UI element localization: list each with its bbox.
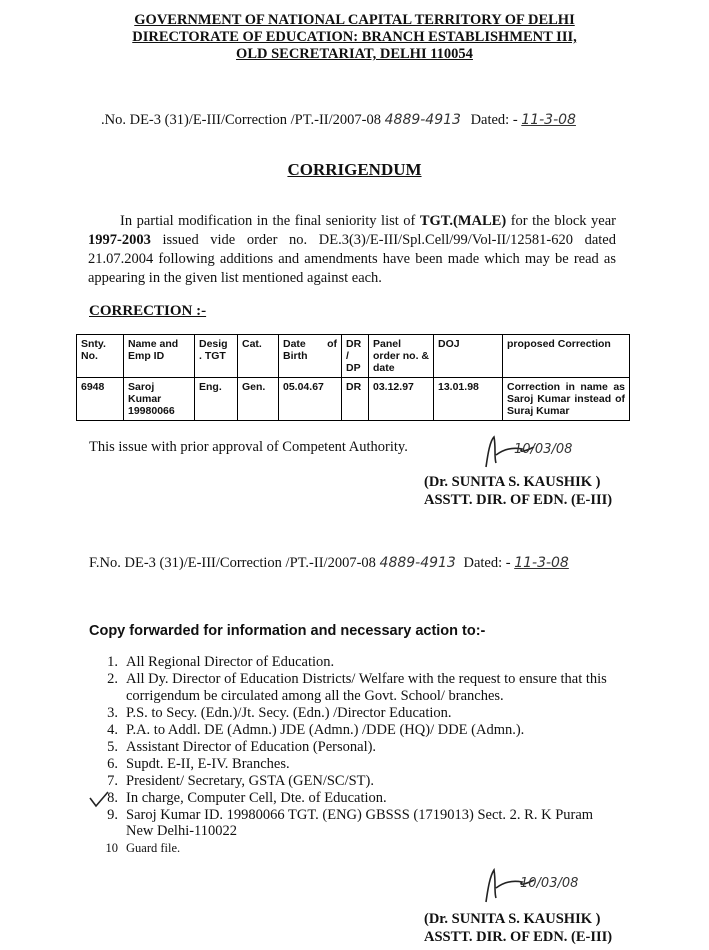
header-proposed: proposed Correction: [503, 335, 630, 378]
header-name: Name and Emp ID: [124, 335, 195, 378]
cell-proposed: Correction in name as Saroj Kumar instead of Suraj Kumar: [503, 378, 630, 421]
approval-note: This issue with prior approval of Competent Authority.: [89, 439, 408, 455]
document-title: CORRIGENDUM: [287, 160, 422, 179]
signatory-1: [424, 473, 612, 509]
signatory-designation-1: ASSTT. DIR. OF EDN. (E-III): [424, 492, 613, 508]
table-row: [77, 378, 630, 421]
header-drdp: DR / DP: [342, 335, 369, 378]
signature-date-2: 10/03/08: [520, 876, 579, 891]
signatory-2: [424, 910, 612, 946]
signatory-designation-2: ASSTT. DIR. OF EDN. (E-III): [424, 929, 613, 945]
cell-desig: Eng.: [195, 378, 238, 421]
post-name: TGT.(MALE): [419, 213, 507, 229]
signatory-name-2: (Dr. SUNITA S. KAUSHIK ): [424, 911, 601, 927]
header-snty: Snty. No.: [77, 335, 124, 378]
header-doj: DOJ: [434, 335, 503, 378]
handwritten-dispatch-number-2: 4889-4913: [379, 555, 456, 571]
handwritten-date: 11-3-08: [521, 112, 576, 128]
signatory-name-1: (Dr. SUNITA S. KAUSHIK ): [424, 474, 601, 490]
recipient-list: [96, 654, 616, 857]
letterhead-line-1: GOVERNMENT OF NATIONAL CAPITAL TERRITORY OF DELHI: [134, 12, 575, 28]
letterhead-line-3: OLD SECRETARIAT, DELHI 110054: [236, 46, 473, 62]
reference-line-2: [89, 555, 569, 572]
cell-dob: 05.04.67: [279, 378, 342, 421]
block-year: 1997-2003: [88, 232, 151, 248]
para-text-3: issued vide order no. DE.3(3)/E-III/Spl.Cell/99/Vol-II/12581-620 dated 21.07.2004 following additions and amendments have been made which may be read as appearing in the given list mentioned against each.: [88, 232, 616, 286]
dated-label-2: Dated: -: [463, 555, 511, 571]
list-item: 6. Supdt. E-II, E-IV. Branches.: [107, 755, 290, 772]
header-desig: Desig . TGT: [195, 335, 238, 378]
header-panel: Panel order no. & date: [369, 335, 434, 378]
letterhead-line-2: DIRECTORATE OF EDUCATION: BRANCH ESTABLISHMENT III,: [132, 29, 577, 45]
list-item: 4. P.A. to Addl. DE (Admn.) JDE (Admn.) /DDE (HQ)/ DDE (Admn.).: [107, 721, 525, 738]
dated-label: Dated: -: [470, 112, 518, 128]
handwritten-dispatch-number: 4889-4913: [384, 112, 461, 128]
correction-table: [76, 334, 630, 421]
letterhead: [0, 12, 709, 63]
signature-date-1: 10/03/08: [514, 442, 573, 457]
cell-name: Saroj Kumar 19980066: [124, 378, 195, 421]
list-item: 9. Saroj Kumar ID. 19980066 TGT. (ENG) GBSSS (1719013) Sect. 2. R. K Puram New Delhi-110022: [107, 806, 594, 839]
list-item: 1. All Regional Director of Education.: [107, 654, 335, 670]
cell-doj: 13.01.98: [434, 378, 503, 421]
list-item: 8. In charge, Computer Cell, Dte. of Education.: [107, 789, 387, 806]
para-text-2: for the block year: [506, 213, 616, 229]
copy-forwarded-heading: Copy forwarded for information and necessary action to:-: [89, 623, 486, 639]
list-item: 10 Guard file.: [105, 841, 181, 855]
table-header-row: [77, 335, 630, 378]
list-item: 5. Assistant Director of Education (Personal).: [107, 738, 377, 755]
file-number: .No. DE-3 (31)/E-III/Correction /PT.-II/2007-08: [101, 112, 381, 128]
cell-drdp: DR: [342, 378, 369, 421]
cell-panel: 03.12.97: [369, 378, 434, 421]
handwritten-date-2: 11-3-08: [514, 555, 569, 571]
list-item: 2. All Dy. Director of Education Districts/ Welfare with the request to ensure that this corrigendum be circulated among all the Govt. School/ branches.: [107, 671, 607, 704]
list-item: 7. President/ Secretary, GSTA (GEN/SC/ST).: [107, 772, 374, 789]
cell-cat: Gen.: [238, 378, 279, 421]
para-text-1: In partial modification in the final seniority list of: [120, 213, 420, 229]
reference-line-1: [101, 112, 576, 129]
file-number-2: F.No. DE-3 (31)/E-III/Correction /PT.-II/2007-08: [89, 555, 376, 571]
list-item: 3. P.S. to Secy. (Edn.)/Jt. Secy. (Edn.) /Director Education.: [107, 704, 452, 721]
tick-mark-icon: [88, 790, 110, 810]
body-paragraph: [88, 212, 616, 288]
correction-label: CORRECTION :-: [89, 303, 207, 319]
header-dob: Date of Birth: [279, 335, 342, 378]
header-cat: Cat.: [238, 335, 279, 378]
cell-snty: 6948: [77, 378, 124, 421]
